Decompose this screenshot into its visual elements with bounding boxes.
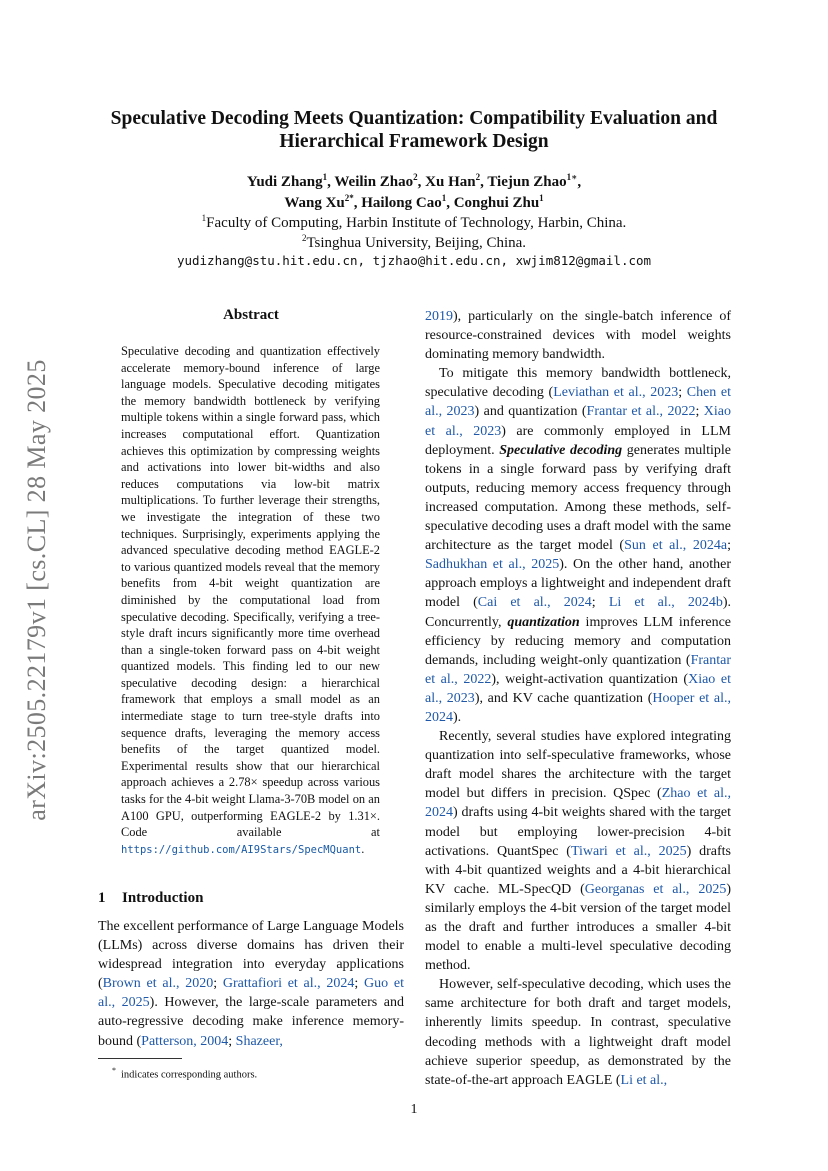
abstract-heading: Abstract: [223, 307, 279, 323]
affiliation-mark: 1∗: [566, 172, 578, 182]
citation-link[interactable]: Tiwari et al., 2025: [570, 843, 687, 859]
emphasized-term: Speculative decoding: [499, 442, 623, 458]
citation-link[interactable]: Xiao et al., 2023: [425, 671, 731, 706]
citation-link[interactable]: Zhao et al., 2024: [425, 786, 731, 821]
intro-paragraph: The excellent performance of Large Language Models (LLMs) across diverse domains has driven their widespread integration into everyday applications (Brown et al., 2020; Grattafiori et al., 2024; Guo et al., 2025). However, the large-scale parameters and auto-regressive decoding make inference memory-bound (Patterson, 2004; Shazeer,: [98, 919, 405, 1049]
citation-link[interactable]: Guo et al., 2025: [98, 976, 405, 1011]
affiliation-mark: 2*: [344, 193, 354, 203]
citation-link[interactable]: 2019: [425, 309, 453, 324]
title-line-2: Hierarchical Framework Design: [279, 131, 549, 152]
author-name: Wang Xu: [284, 195, 345, 211]
affiliation-1: [90, 213, 738, 233]
affiliation-text: Faculty of Computing, Harbin Institute of Technology, Harbin, China.: [206, 215, 627, 231]
abstract-end: .: [361, 841, 365, 856]
right-column: [425, 307, 731, 1090]
affiliation-mark: 1: [441, 193, 447, 203]
paragraph: Recently, several studies have explored integrating quantization into self-speculative frameworks, whose draft model shares the architecture with the target model but differs in precision. QSpec (Zhao et al., 2024) drafts using 4-bit weights shared with the target model but employing lower-precision 4-bit activations. QuantSpec (Tiwari et al., 2025) drafts with 4-bit quantized weights and a 4-bit hierarchical KV cache. ML-SpecQD (Georganas et al., 2025) similarly employs the 4-bit version of the target model as the draft and further introduces a smaller 4-bit model to enable a multi-level speculative decoding method.: [425, 729, 731, 974]
citation-link[interactable]: Xiao et al., 2023: [425, 404, 731, 439]
title-line-1: Speculative Decoding Meets Quantization: Compatibility Evaluation and: [110, 108, 718, 129]
author-name: Tiejun Zhao: [487, 174, 567, 190]
section-number: 1: [98, 890, 106, 906]
affiliation-mark: 2: [475, 172, 481, 182]
affiliations: [90, 213, 738, 253]
citation-link[interactable]: Chen et al., 2023: [425, 385, 732, 420]
affiliation-text: Tsinghua University, Beijing, China.: [306, 235, 527, 251]
author-name: Weilin Zhao: [334, 174, 414, 190]
citation-link[interactable]: Brown et al., 2020: [102, 976, 214, 992]
author-name: Yudi Zhang: [246, 174, 323, 190]
citation-link[interactable]: Sadhukhan et al., 2025: [425, 557, 560, 573]
section-heading-introduction: [98, 890, 203, 907]
citation-link[interactable]: Frantar et al., 2022: [586, 404, 696, 420]
footnote-rule: [98, 1058, 182, 1059]
citation-link[interactable]: Frantar et al., 2022: [425, 652, 731, 687]
footnote: [112, 1064, 257, 1082]
affiliation-mark: 2: [413, 172, 418, 182]
citation-link[interactable]: Grattafiori et al., 2024: [222, 976, 355, 992]
paragraph: 2019), particularly on the single-batch inference of resource-constrained devices with model weights dominating memory bandwidth.: [425, 309, 731, 363]
author-list: Yudi Zhang$^1$, Weilin Zhao$^2$, Xu Han$^2$, Tiejun Zhao$^{1∗}$, Wang $Xu^{2*}$, Hailong Cao$^1$, Conghui Zhu$^1$: [246, 172, 582, 211]
arxiv-stamp: [22, 340, 52, 840]
citation-link[interactable]: Hooper et al., 2024: [425, 690, 731, 725]
affiliation-2: [90, 233, 738, 253]
citation-link[interactable]: Leviathan et al., 2023: [553, 385, 679, 401]
abstract-body: [121, 343, 380, 858]
author-name: Conghui Zhu: [453, 195, 540, 211]
affiliation-mark: 2: [301, 233, 307, 243]
affiliation-mark: 1: [201, 213, 207, 223]
abstract-text: Speculative decoding and quantization effectively accelerate memory-bound inference of large language models. Speculative decoding mitigates the memory bandwidth bottleneck by verifying multiple tokens within a single forward pass, which increases computational effort. Quantization achieves this optimization by compressing weights and activations into lower bit-widths and also reduces computations via low-bit matrix multiplications. To further leverage their strengths, we investigate the integration of these two techniques. Surprisingly, experiments applying the advanced speculative decoding method EAGLE-2 to various quantized models reveal that the memory benefits from 4-bit weight quantization are diminished by the computational load from speculative decoding. Specifically, verifying a tree-style draft incurs significantly more time overhead than a single-token forward pass on 4-bit weight quantized models. This finding led to our new speculative decoding design: a hierarchical framework that employs a small model as an intermediate stage to turn tree-style drafts into sequence drafts, leveraging the memory access benefits of the target quantized model. Experimental results show that our hierarchical approach achieves a 2.78× speedup across various tasks for the 4-bit weight Llama-3-70B model on an A100 GPU, outperforming EAGLE-2 by 1.31×. Code available at: [121, 344, 380, 840]
citation-link[interactable]: Georganas et al., 2025: [584, 881, 727, 897]
page-number: 1: [410, 1102, 418, 1117]
paper-title: [90, 107, 738, 153]
footnote-text: indicates corresponding authors.: [121, 1069, 258, 1081]
citation-link[interactable]: Cai et al., 2024: [477, 595, 592, 611]
citation-link[interactable]: Patterson, 2004: [141, 1033, 229, 1049]
paragraph: To mitigate this memory bandwidth bottleneck, speculative decoding (Leviathan et al., 2023; Chen et al., 2023) and quantization (Frantar et al., 2022; Xiao et al., 2023) are commonly employed in LLM deployment. Speculative decoding generates multiple tokens in a single forward pass by verifying draft outputs, reducing memory access frequency through increased computation. Among these methods, self-speculative decoding uses a draft model with the same architecture as the target model (Sun et al., 2024a; Sadhukhan et al., 2025). On the other hand, another approach employs a lightweight and independent draft model (Cai et al., 2024; Li et al., 2024b). Concurrently, quantization improves LLM inference efficiency by reducing memory and computation demands, including weight-only quantization (Frantar et al., 2022), weight-activation quantization (Xiao et al., 2023), and KV cache quantization (Hooper et al., 2024).: [425, 366, 732, 725]
section-title: Introduction: [122, 890, 204, 906]
citation-link[interactable]: Li et al.,: [620, 1072, 668, 1088]
author-name: Hailong Cao: [361, 195, 442, 211]
arxiv-identifier[interactable]: arXiv:2505.22179v1 [cs.CL] 28 May 2025: [22, 359, 51, 821]
emphasized-term: quantization: [507, 614, 580, 630]
footnote-mark: *: [112, 1066, 116, 1075]
citation-link[interactable]: Shazeer,: [235, 1033, 283, 1049]
code-link[interactable]: https://github.com/AI9Stars/SpecMQuant: [121, 843, 362, 856]
author-emails[interactable]: yudizhang@stu.hit.edu.cn, tjzhao@hit.edu.cn, xwjim812@gmail.com: [176, 253, 652, 268]
citation-link[interactable]: Sun et al., 2024a: [624, 538, 728, 554]
author-name: Xu Han: [425, 174, 476, 190]
paragraph: However, self-speculative decoding, which uses the same architecture for both draft and target models, inherently limits speedup. In contrast, speculative decoding methods with a lightweight draft model achieve superior speedup, as demonstrated by the state-of-the-art approach EAGLE (Li et al.,: [425, 977, 731, 1088]
citation-link[interactable]: Li et al., 2024b: [608, 595, 723, 611]
affiliation-mark: 1: [539, 193, 544, 203]
affiliation-mark: 1: [322, 172, 328, 182]
